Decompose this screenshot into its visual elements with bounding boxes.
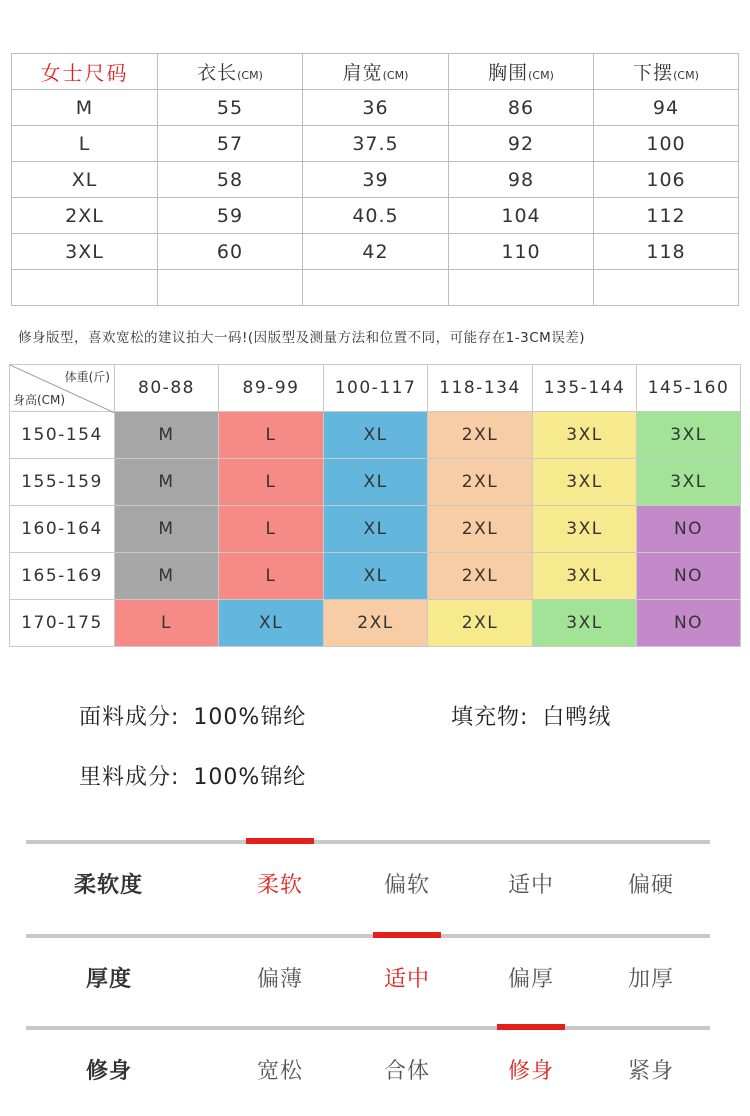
size-recommendation-cell: XL xyxy=(324,553,428,600)
height-header: 170-175 xyxy=(10,600,115,647)
table-row xyxy=(10,553,741,600)
value-cell: 106 xyxy=(594,162,739,198)
size-cell: 3XL xyxy=(12,234,158,270)
thickness-scale xyxy=(26,934,710,1024)
height-axis-label: 身高(CM) xyxy=(13,393,66,407)
filling-value: 白鸭绒 xyxy=(542,705,612,730)
column-header: 胸围(CM) xyxy=(449,54,594,90)
value-cell: 39 xyxy=(303,162,449,198)
table-row xyxy=(10,600,741,647)
table-row xyxy=(12,234,739,270)
size-recommendation-cell: L xyxy=(219,459,324,506)
scale-track xyxy=(26,934,710,938)
fabric-value: 100%锦纶 xyxy=(193,705,307,730)
weight-axis-label: 体重(斤) xyxy=(64,370,110,384)
filling-info xyxy=(451,700,611,731)
lining-value: 100%锦纶 xyxy=(193,765,307,790)
size-recommendation-cell: 3XL xyxy=(637,412,741,459)
height-header: 160-164 xyxy=(10,506,115,553)
size-recommendation-cell: 2XL xyxy=(324,600,428,647)
value-cell: 110 xyxy=(449,234,594,270)
value-cell: 57 xyxy=(158,126,303,162)
value-cell xyxy=(449,270,594,306)
scale-indicator xyxy=(246,838,314,844)
size-recommendation-cell: 3XL xyxy=(533,459,637,506)
weight-header-row xyxy=(10,365,741,412)
size-recommendation-cell: XL xyxy=(324,506,428,553)
scale-option-selected: 柔软 xyxy=(256,873,303,898)
scale-option: 加厚 xyxy=(627,967,674,992)
value-cell: 86 xyxy=(449,90,594,126)
value-cell: 112 xyxy=(594,198,739,234)
lining-label: 里料成分: xyxy=(79,765,180,790)
value-cell: 94 xyxy=(594,90,739,126)
value-cell: 98 xyxy=(449,162,594,198)
size-cell: M xyxy=(12,90,158,126)
scale-indicator xyxy=(497,1024,565,1030)
scale-track xyxy=(26,1026,710,1030)
value-cell: 42 xyxy=(303,234,449,270)
value-cell: 104 xyxy=(449,198,594,234)
size-chart-header-row xyxy=(12,54,739,90)
size-cell: L xyxy=(12,126,158,162)
size-recommendation-cell: M xyxy=(115,506,219,553)
scale-option: 适中 xyxy=(507,873,554,898)
table-row-empty xyxy=(12,270,739,306)
scale-title: 厚度 xyxy=(86,967,133,992)
value-cell xyxy=(303,270,449,306)
size-recommendation-cell: NO xyxy=(637,553,741,600)
weight-header: 89-99 xyxy=(219,365,324,412)
filling-label: 填充物: xyxy=(451,705,529,730)
column-header: 肩宽(CM) xyxy=(303,54,449,90)
scale-option-selected: 修身 xyxy=(507,1059,554,1084)
size-recommendation-cell: M xyxy=(115,412,219,459)
height-header: 155-159 xyxy=(10,459,115,506)
column-header: 下摆(CM) xyxy=(594,54,739,90)
value-cell: 36 xyxy=(303,90,449,126)
value-cell: 92 xyxy=(449,126,594,162)
scale-option: 宽松 xyxy=(256,1059,303,1084)
size-recommendation-cell: XL xyxy=(219,600,324,647)
scale-track xyxy=(26,840,710,844)
size-recommendation-cell: NO xyxy=(637,600,741,647)
size-cell: 2XL xyxy=(12,198,158,234)
value-cell xyxy=(158,270,303,306)
size-recommendation-cell: L xyxy=(219,553,324,600)
fabric-composition xyxy=(79,700,306,731)
table-row xyxy=(12,126,739,162)
size-recommendation-cell: XL xyxy=(324,412,428,459)
table-row xyxy=(12,198,739,234)
size-recommendation-cell: M xyxy=(115,553,219,600)
scale-title: 柔软度 xyxy=(74,873,144,898)
size-recommendation-cell: M xyxy=(115,459,219,506)
softness-scale xyxy=(26,840,710,930)
size-recommendation-cell: 3XL xyxy=(533,600,637,647)
height-header: 165-169 xyxy=(10,553,115,600)
table-row xyxy=(10,459,741,506)
height-header: 150-154 xyxy=(10,412,115,459)
scale-title: 修身 xyxy=(86,1059,133,1084)
lining-composition xyxy=(79,760,306,791)
size-recommendation-cell: 3XL xyxy=(533,412,637,459)
value-cell: 118 xyxy=(594,234,739,270)
weight-header: 135-144 xyxy=(533,365,637,412)
table-row xyxy=(10,412,741,459)
scale-option: 偏厚 xyxy=(507,967,554,992)
scale-option: 紧身 xyxy=(627,1059,674,1084)
fit-scale xyxy=(26,1026,710,1116)
table-row xyxy=(12,162,739,198)
column-header: 衣长(CM) xyxy=(158,54,303,90)
weight-header: 100-117 xyxy=(324,365,428,412)
scale-option: 偏薄 xyxy=(256,967,303,992)
value-cell: 55 xyxy=(158,90,303,126)
fit-note: 修身版型，喜欢宽松的建议拍大一码!(因版型及测量方法和位置不同，可能存在1-3CM误差) xyxy=(18,330,586,346)
size-cell xyxy=(12,270,158,306)
size-recommendation-cell: L xyxy=(219,412,324,459)
weight-header: 145-160 xyxy=(637,365,741,412)
size-recommendation-cell: 2XL xyxy=(428,459,533,506)
size-recommendation-cell: L xyxy=(219,506,324,553)
size-chart-table xyxy=(11,53,739,306)
size-recommendation-cell: 2XL xyxy=(428,506,533,553)
size-recommendation-cell: L xyxy=(115,600,219,647)
value-cell: 59 xyxy=(158,198,303,234)
fabric-label: 面料成分: xyxy=(79,705,180,730)
value-cell: 100 xyxy=(594,126,739,162)
table-row xyxy=(10,506,741,553)
value-cell xyxy=(594,270,739,306)
size-recommendation-cell: NO xyxy=(637,506,741,553)
size-recommendation-cell: 2XL xyxy=(428,600,533,647)
scale-indicator xyxy=(373,932,441,938)
size-recommendation-cell: 2XL xyxy=(428,553,533,600)
weight-height-table xyxy=(9,364,741,647)
size-recommendation-cell: XL xyxy=(324,459,428,506)
value-cell: 40.5 xyxy=(303,198,449,234)
weight-header: 118-134 xyxy=(428,365,533,412)
size-recommendation-cell: 3XL xyxy=(533,506,637,553)
size-cell: XL xyxy=(12,162,158,198)
weight-header: 80-88 xyxy=(115,365,219,412)
size-recommendation-cell: 3XL xyxy=(533,553,637,600)
value-cell: 37.5 xyxy=(303,126,449,162)
size-recommendation-cell: 2XL xyxy=(428,412,533,459)
scale-option: 合体 xyxy=(383,1059,430,1084)
table-row xyxy=(12,90,739,126)
scale-option: 偏软 xyxy=(383,873,430,898)
value-cell: 60 xyxy=(158,234,303,270)
size-chart-title: 女士尺码 xyxy=(12,54,158,90)
scale-option-selected: 适中 xyxy=(383,967,430,992)
corner-cell xyxy=(10,365,115,412)
scale-option: 偏硬 xyxy=(627,873,674,898)
value-cell: 58 xyxy=(158,162,303,198)
size-recommendation-cell: 3XL xyxy=(637,459,741,506)
